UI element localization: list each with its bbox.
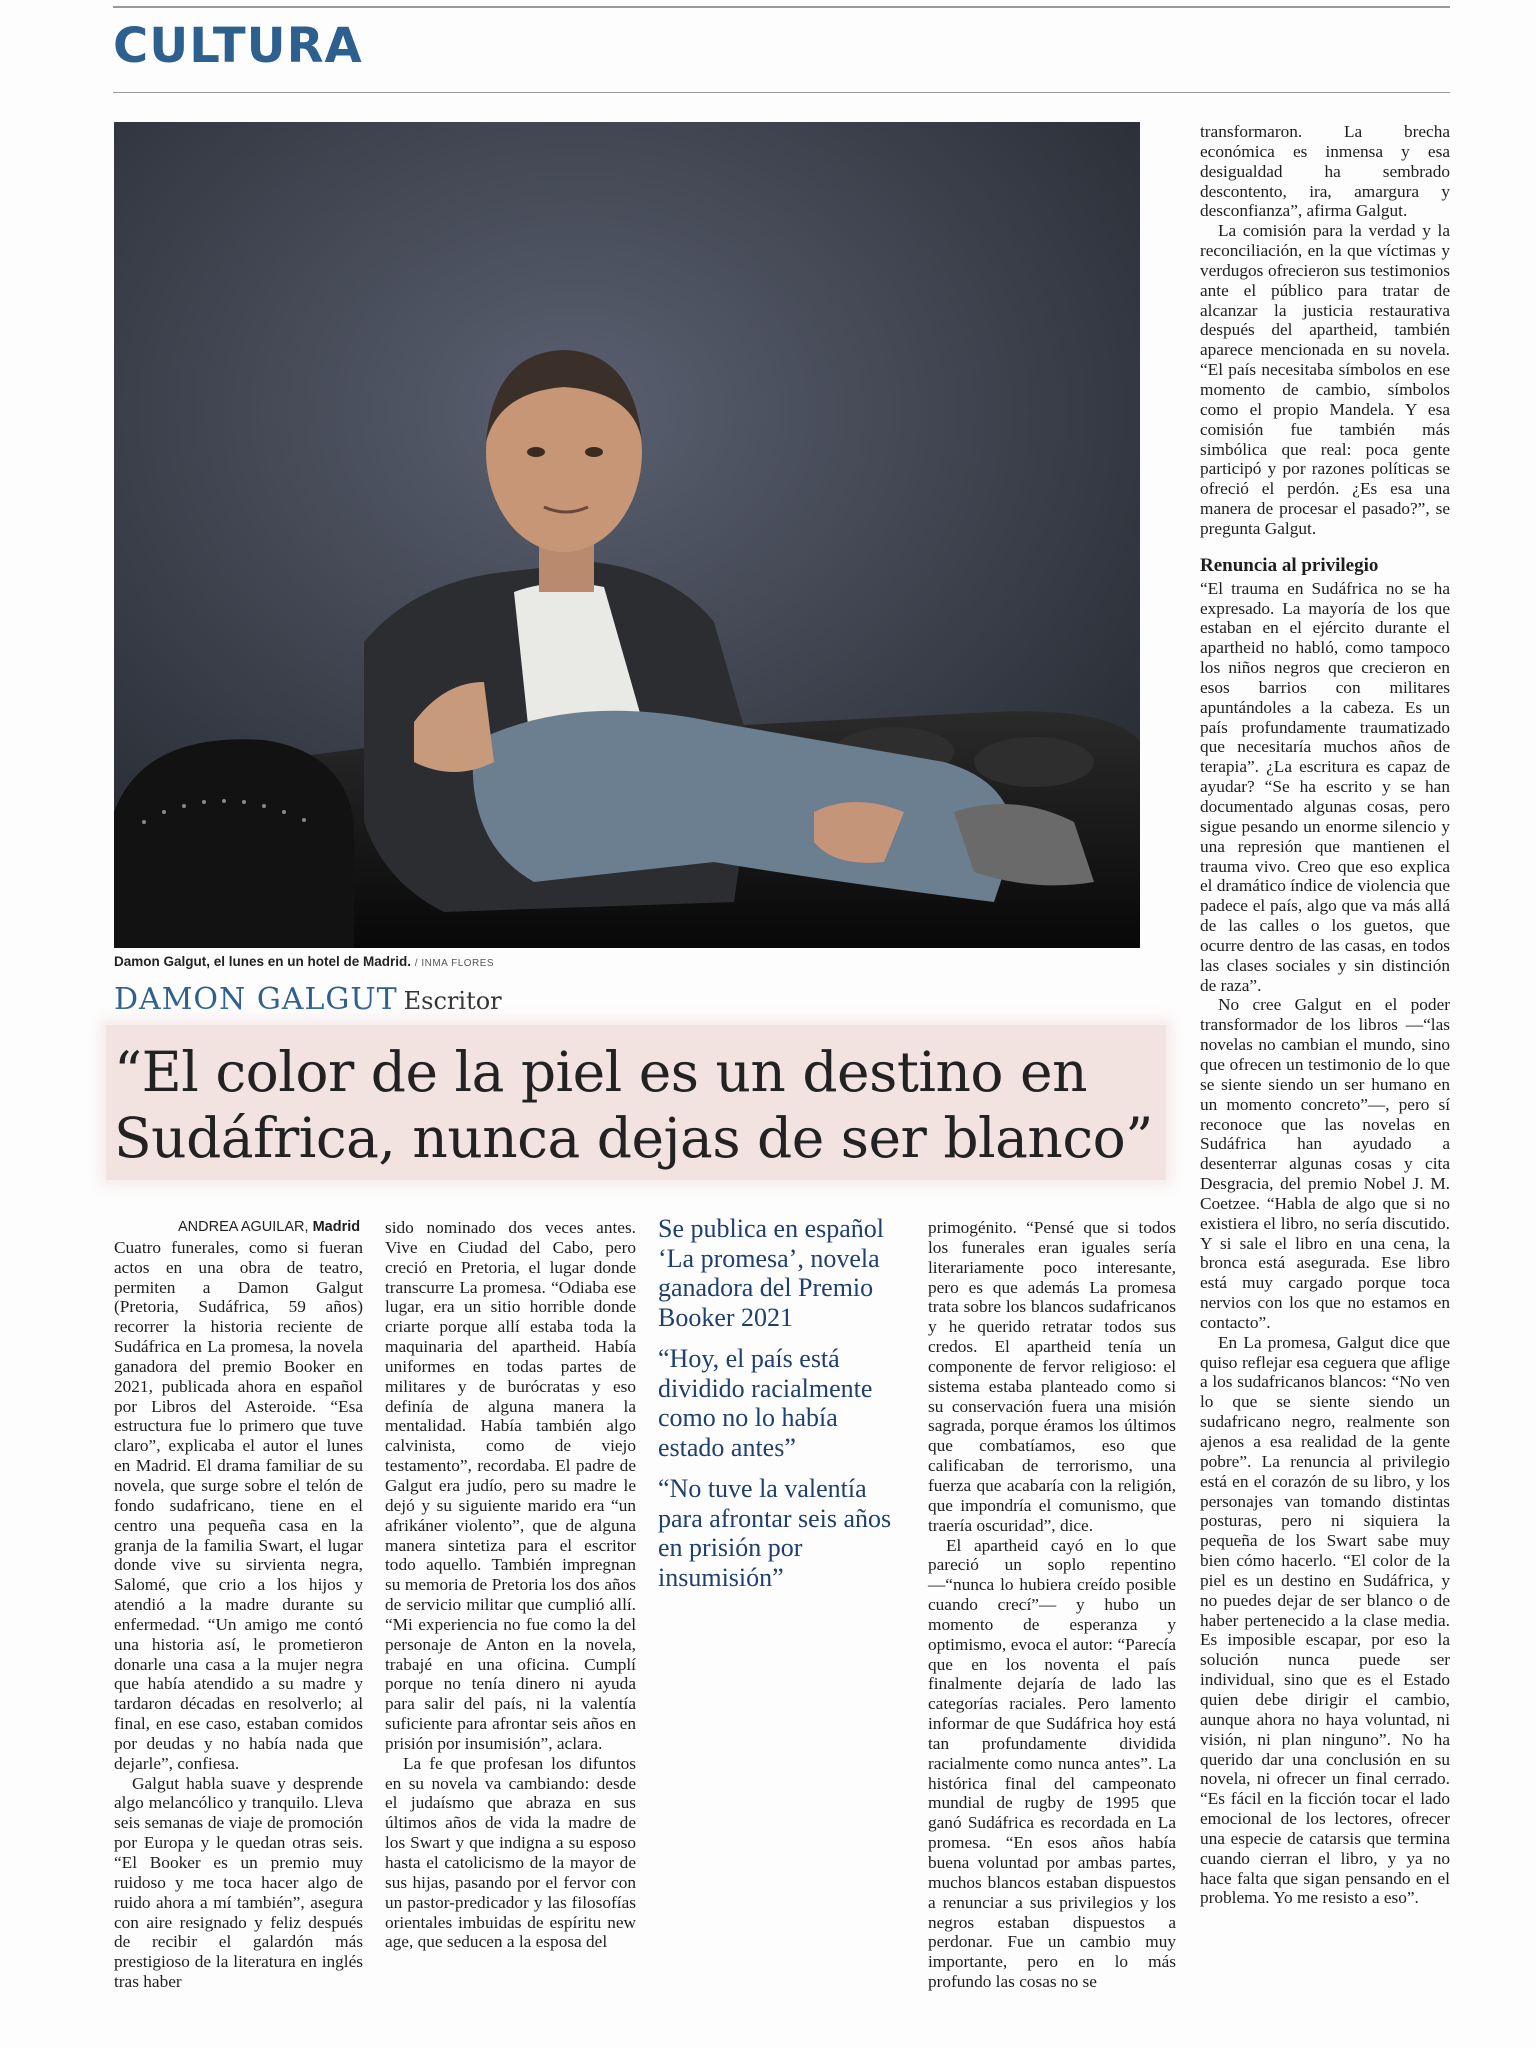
paragraph: Galgut habla suave y desprende algo melancólico y tranquilo. Lleva seis semanas de viaje de promoción por Europa y le quedan otras seis. “El Booker es un premio muy ruidoso y me toca hacer algo de ruido ahora a mí también”, asegura con aire resignado y feliz después de recibir el galardón más prestigioso de la literatura en inglés tras haber <box>114 1773 363 1992</box>
pull-quote-1: “Hoy, el país está dividido racialmente como no lo había estado antes” <box>658 1344 873 1462</box>
pull-quote-2: “No tuve la valentía para afrontar seis años en prisión por insumisión” <box>658 1474 892 1592</box>
body-column-2 <box>385 1218 636 1952</box>
photo-credit: / INMA FLORES <box>414 958 495 969</box>
body-column-1 <box>114 1218 363 1992</box>
paragraph: “El trauma en Sudáfrica no se ha expresado. La mayoría de los que estaban en el ejército durante el apartheid no habló, como tampoco los niños negros que crecieron en esos barrios con militares apuntándoles a la cabeza. Es un país profundamente traumatizado que necesitaría muchos años de terapia”. ¿La escritura es capaz de ayudar? “Se ha escrito y se han documentado algunas cosas, pero sigue pesando un enorme silencio y una represión que mantienen el trauma vivo. Creo que eso explica el dramático índice de violencia que padece el país, algo que va más allá de las calles o los guetos, que ocurre dentro de las casas, en todos las clases sociales y sin distinción de raza”. <box>1200 578 1450 995</box>
paragraph: Cuatro funerales, como si fueran actos en una obra de teatro, permiten a Damon Galgut (Pretoria, Sudáfrica, 59 años) recorrer la historia reciente de Sudáfrica en La promesa, la novela ganadora del premio Booker en 2021, publicada ahora en español por Libros del Asteroide. “Esa estructura fue lo primero que tuve claro”, explicaba el autor el lunes en Madrid. El drama familiar de su novela, que surge sobre el telón de fondo sudafricano, tiene en el centro una pequeña casa en la granja de la familia Swart, el lugar donde vive su sirvienta negra, Salomé, que crio a los hijos y atendió a la madre durante su enfermedad. “Un amigo me contó una historia así, le prometieron donarle una casa a la mujer negra que había atendido a su madre y tardaron décadas en resolverlo; al final, en ese caso, estaban comidos por deudas y no había nada que dejarle”, confiesa. <box>114 1237 363 1773</box>
body-column-5 <box>1200 122 1450 1908</box>
subject-kicker <box>114 982 502 1017</box>
byline <box>114 1218 363 1238</box>
paragraph: En La promesa, Galgut dice que quiso reflejar esa ceguera que aflige a los sudafricanos blancos: “No ven lo que se siente siendo un sudafricano negro, realmente son ajenos a esa realidad de la gente pobre”. La renuncia al privilegio está en el corazón de su libro, y los personajes van tomando distintas posturas, pero ni siquiera la pequeña de los Swart sabe muy bien cómo hacerlo. “El color de la piel es un destino en Sudáfrica, y no puedes dejar de ser blanco o de haber pertenecido a la clase media. Es imposible escapar, por eso la solución nunca puede ser individual, sino que es el Estado quien debe dirigir el cambio, aunque ahora no haya voluntad, ni visión, ni plan ninguno”. No ha querido dar una conclusión en su novela, ni ofrecer un final cerrado. “Es fácil en la ficción tocar el lado emocional de los lectores, ofrecer una especie de catarsis que termina cuando cierran el libro, y ya no hace falta que sigan pensando en el problema. Yo me resisto a eso”. <box>1200 1332 1450 1908</box>
paragraph: La comisión para la verdad y la reconciliación, en la que víctimas y verdugos ofrecieron sus testimonios ante el público para tratar de alcanzar la justicia restaurativa después del apartheid, también aparece mencionada en su novela. “El país necesitaba símbolos en ese momento de cambio, símbolos como el propio Mandela. Y esa comisión fue también más simbólica que real: poca gente participó y por razones políticas se ofreció el perdón. ¿Es esa una manera de procesar el pasado?”, se pregunta Galgut. <box>1200 221 1450 538</box>
headline-line-1: “El color de la piel es un destino en <box>114 1040 1088 1104</box>
section-rule <box>113 92 1450 93</box>
paragraph: sido nominado dos veces antes. Vive en Ciudad del Cabo, pero creció en Pretoria, el lugar donde transcurre La promesa. “Odiaba ese lugar, era un sitio horrible donde criarte porque allí estaba toda la maquinaria del apartheid. Había uniformes en todas partes de militares y de burócratas y eso definía de alguna manera la mentalidad. Había también algo calvinista, como de viejo testamento”, recordaba. El padre de Galgut era judío, pero su madre le dejó y su siguiente marido era “un afrikáner violento”, que de alguna manera sintetiza para el escritor todo aquello. También impregnan su memoria de Pretoria los dos años de servicio militar que cumplió allí. “Mi experiencia no fue como la del personaje de Anton en la novela, trabajé en una oficina. Cumplí porque no tenía dinero ni ayuda para salir del país, ni la valentía suficiente para afrontar seis años en prisión por insumisión”, aclara. <box>385 1218 636 1753</box>
paragraph: transformaron. La brecha económica es inmensa y esa desigualdad ha sembrado descontento, ira, amargura y desconfianza”, afirma Galgut. <box>1200 122 1450 221</box>
paragraph: No cree Galgut en el poder transformador de los libros —“las novelas no cambian el mundo, sino que ofrecen un testimonio de lo que se siente siendo un ser humano en un momento concreto”—, pero sí reconoce que las novelas en Sudáfrica han ayudado a desenterrar algunas cosas y cita Desgracia, del premio Nobel J. M. Coetzee. “Habla de algo que si no existiera el libro, no sería discutido. Y si sale el libro en una cena, la bronca está asegurada. Ese libro está muy cargado porque toca nervios con los que no estamos en contacto”. <box>1200 995 1450 1332</box>
headline-box <box>106 1025 1166 1180</box>
byline-city: Madrid <box>312 1219 361 1235</box>
subject-name: DAMON GALGUT <box>114 982 398 1017</box>
body-column-4 <box>928 1218 1176 1992</box>
subhead: Renuncia al privilegio <box>1200 554 1379 576</box>
article-photo <box>114 122 1140 948</box>
highlights-column <box>658 1214 908 1604</box>
headline <box>106 1025 1166 1171</box>
paragraph: El apartheid cayó en lo que pareció un soplo repentino —“nunca lo hubiera creído posible cuando crecí”— y hubo un momento de esperanza y optimismo, evoca el autor: “Parecía que en los noventa el país finalmente dejaría de lado las categorías raciales. Pero lamento informar de que Sudáfrica hoy está tan profundamente dividida racialmente como nunca antes”. La histórica final del campeonato mundial de rugby de 1995 que ganó Sudáfrica es recordada en La promesa. “En esos años había buena voluntad por ambas partes, muchos blancos estaban dispuestos a renunciar a sus privilegios y los negros estaban dispuestos a perdonar. Fue un cambio muy importante, pero en lo más profundo las cosas no se <box>928 1535 1176 1992</box>
subject-role: Escritor <box>403 987 502 1015</box>
byline-author: ANDREA AGUILAR, <box>178 1219 309 1235</box>
headline-line-2: Sudáfrica, nunca dejas de ser blanco” <box>114 1106 1153 1170</box>
paragraph: La fe que profesan los difuntos en su novela va cambiando: desde el judaísmo que abraza en sus últimos años de vida la madre de los Swart y que indigna a su esposo hasta el catolicismo de la mayor de sus hijas, pasando por el fervor con un pastor-predicador y las filosofías orientales imbuidas de espíritu new age, que seducen a la esposa del <box>385 1753 636 1952</box>
top-rule <box>113 6 1450 8</box>
paragraph: primogénito. “Pensé que si todos los funerales eran iguales sería literariamente poco interesante, pero es que además La promesa trata sobre los blancos sudafricanos y he querido retratar todos sus credos. El apartheid tenía un componente de fervor religioso: el sistema estaba planteado como si su conservación fuera una misión sagrada, porque éramos los últimos que combatíamos, eso que calificaban de terrorismo, una fuerza que acabaría con la religión, que impondría el comunismo, que traería oscuridad”, dice. <box>928 1218 1176 1535</box>
section-title: CULTURA <box>113 18 363 74</box>
photo-caption <box>114 954 494 969</box>
caption-text: Damon Galgut, el lunes en un hotel de Madrid. <box>114 954 412 969</box>
summary: Se publica en español ‘La promesa’, novela ganadora del Premio Booker 2021 <box>658 1214 884 1332</box>
